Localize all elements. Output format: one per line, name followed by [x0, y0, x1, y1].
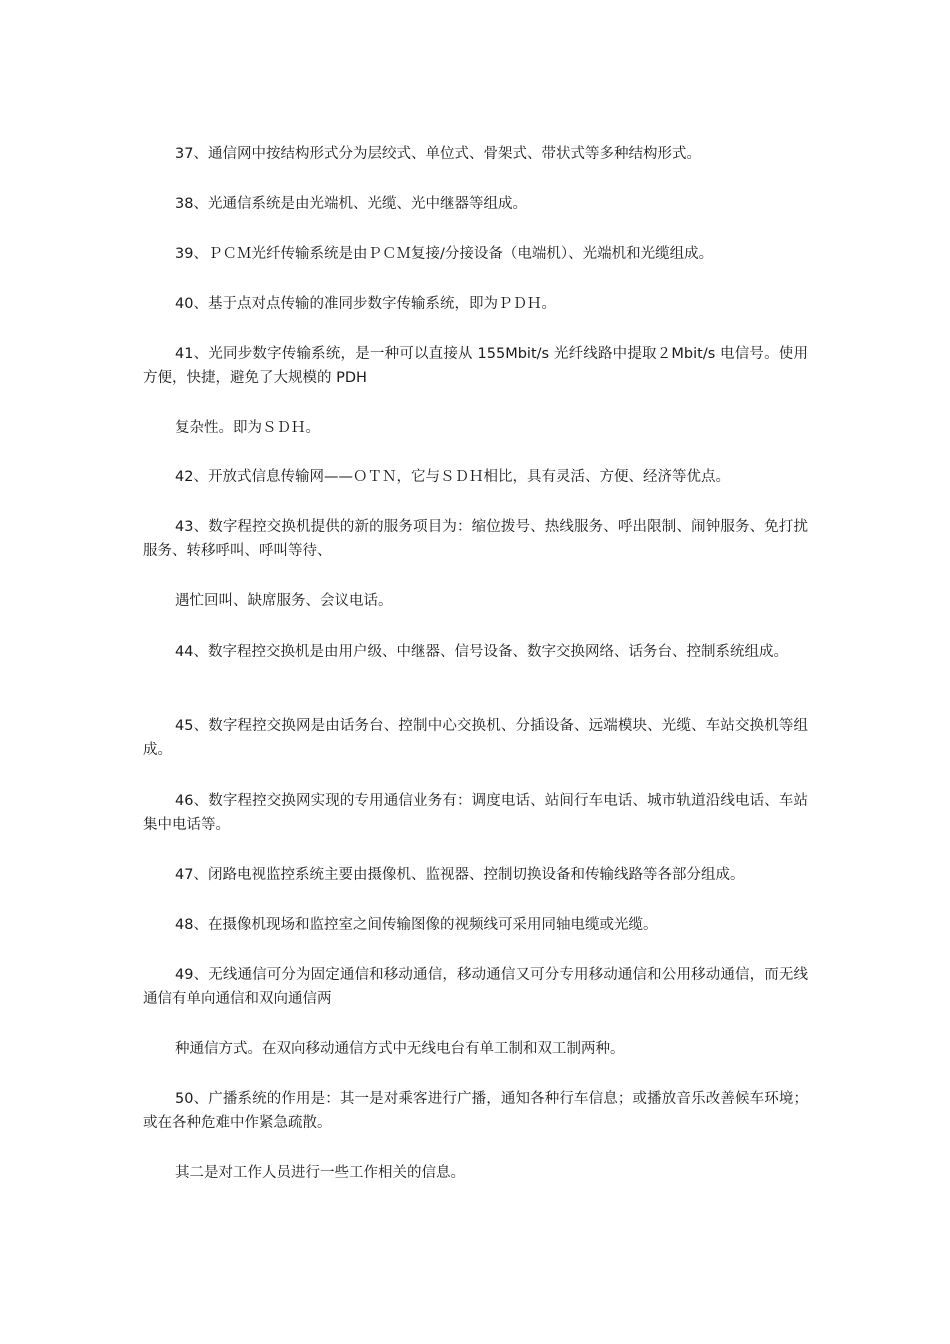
paragraph-48: 48、在摄像机现场和监控室之间传输图像的视频线可采用同轴电缆或光缆。 [175, 917, 658, 933]
paragraph-41-continued: 复杂性。即为ＳＤＨ。 [175, 420, 320, 436]
paragraph-49: 49、无线通信可分为固定通信和移动通信，移动通信又可分专用移动通信和公用移动通信，而无线通信有单向通信和双向通信两 [143, 967, 808, 1007]
paragraph-40: 40、基于点对点传输的准同步数字传输系统，即为ＰＤＨ。 [175, 296, 556, 312]
paragraph-43-continued: 遇忙回叫、缺席服务、会议电话。 [175, 593, 393, 609]
paragraph-43: 43、数字程控交换机提供的新的服务项目为：缩位拨号、热线服务、呼出限制、闹钟服务、免打扰服务、转移呼叫、呼叫等待、 [143, 519, 808, 559]
paragraph-39: 39、ＰＣＭ光纤传输系统是由ＰＣＭ复接/分接设备（电端机）、光端机和光缆组成。 [175, 246, 714, 262]
paragraph-38: 38、光通信系统是由光端机、光缆、光中继器等组成。 [175, 196, 527, 212]
paragraph-37: 37、通信网中按结构形式分为层绞式、单位式、骨架式、带状式等多种结构形式。 [175, 146, 701, 162]
paragraph-41: 41、光同步数字传输系统，是一种可以直接从 155Mbit/s 光纤线路中提取２Mbit/s 电信号。使用方便，快捷，避免了大规模的 PDH [143, 346, 808, 386]
paragraph-50-continued: 其二是对工作人员进行一些工作相关的信息。 [175, 1165, 465, 1181]
paragraph-49-continued: 种通信方式。在双向移动通信方式中无线电台有单工制和双工制两种。 [175, 1041, 625, 1057]
paragraph-42: 42、开放式信息传输网——ＯＴＮ，它与ＳＤＨ相比，具有灵活、方便、经济等优点。 [175, 469, 730, 485]
paragraph-50: 50、广播系统的作用是：其一是对乘客进行广播，通知各种行车信息；或播放音乐改善候车环境；或在各种危难中作紧急疏散。 [143, 1091, 808, 1131]
paragraph-47: 47、闭路电视监控系统主要由摄像机、监视器、控制切换设备和传输线路等各部分组成。 [175, 867, 745, 883]
paragraph-45: 45、数字程控交换网是由话务台、控制中心交换机、分插设备、远端模块、光缆、车站交换机等组成。 [143, 718, 808, 758]
paragraph-46: 46、数字程控交换网实现的专用通信业务有：调度电话、站间行车电话、城市轨道沿线电话、车站集中电话等。 [143, 793, 808, 833]
paragraph-44: 44、数字程控交换机是由用户级、中继器、信号设备、数字交换网络、话务台、控制系统组成。 [175, 644, 788, 660]
